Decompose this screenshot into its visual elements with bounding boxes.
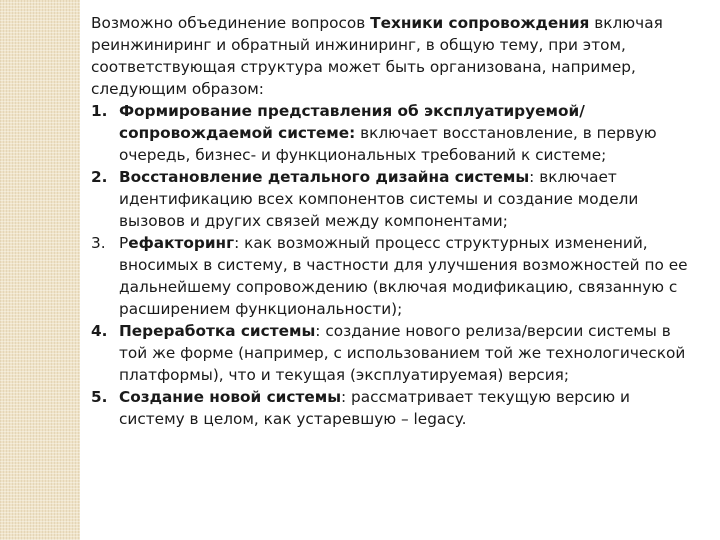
intro-bold-term: Техники сопровождения: [370, 14, 590, 32]
intro-text-end: включая реинжиниринг и обратный инжиниринг, в общую тему, при этом, соответствующая структура может быть организована, например, следующим образом:: [91, 14, 663, 98]
item-title-prefix: Р: [119, 234, 129, 252]
item-number: 5.: [91, 388, 108, 406]
topics-list: [91, 100, 697, 430]
item-number: 2.: [91, 168, 108, 186]
item-title: Создание новой системы: [119, 388, 342, 406]
list-item: [91, 232, 697, 320]
intro-text-start: Возможно объединение вопросов: [91, 14, 371, 32]
item-title: ефакторинг: [128, 234, 235, 252]
item-text: : рассматривает текущую версию и систему в целом, как устаревшую – legacy.: [119, 388, 630, 428]
item-title: Восстановление детального дизайна системы: [119, 168, 530, 186]
intro-paragraph: [91, 12, 697, 100]
list-item: [91, 386, 697, 430]
item-number: 1.: [91, 102, 108, 120]
item-number: 4.: [91, 322, 108, 340]
item-text: включает восстановление, в первую очередь, бизнес- и функциональных требований к системе;: [119, 124, 657, 164]
item-text: : как возможный процесс структурных изменений, вносимых в систему, в частности для улучшения возможностей по ее дальнейшему сопровождению (включая модификацию, связанную с расширением функциональности);: [119, 234, 688, 318]
slide-text: [91, 12, 697, 430]
item-number: 3.: [91, 234, 106, 252]
list-item: [91, 100, 697, 166]
item-title: Формирование представления об эксплуатируемой/сопровождаемой системе:: [119, 102, 585, 142]
item-title: Переработка системы: [119, 322, 316, 340]
list-item: [91, 320, 697, 386]
list-item: [91, 166, 697, 232]
decorative-side-strip: [0, 0, 80, 540]
item-text: : включает идентификацию всех компонентов системы и создание модели вызовов и других связей между компонентами;: [119, 168, 639, 230]
item-text: : создание нового релиза/версии системы в той же форме (например, с использованием той же технологической платформы), что и текущая (эксплуатируемая) версия;: [119, 322, 686, 384]
